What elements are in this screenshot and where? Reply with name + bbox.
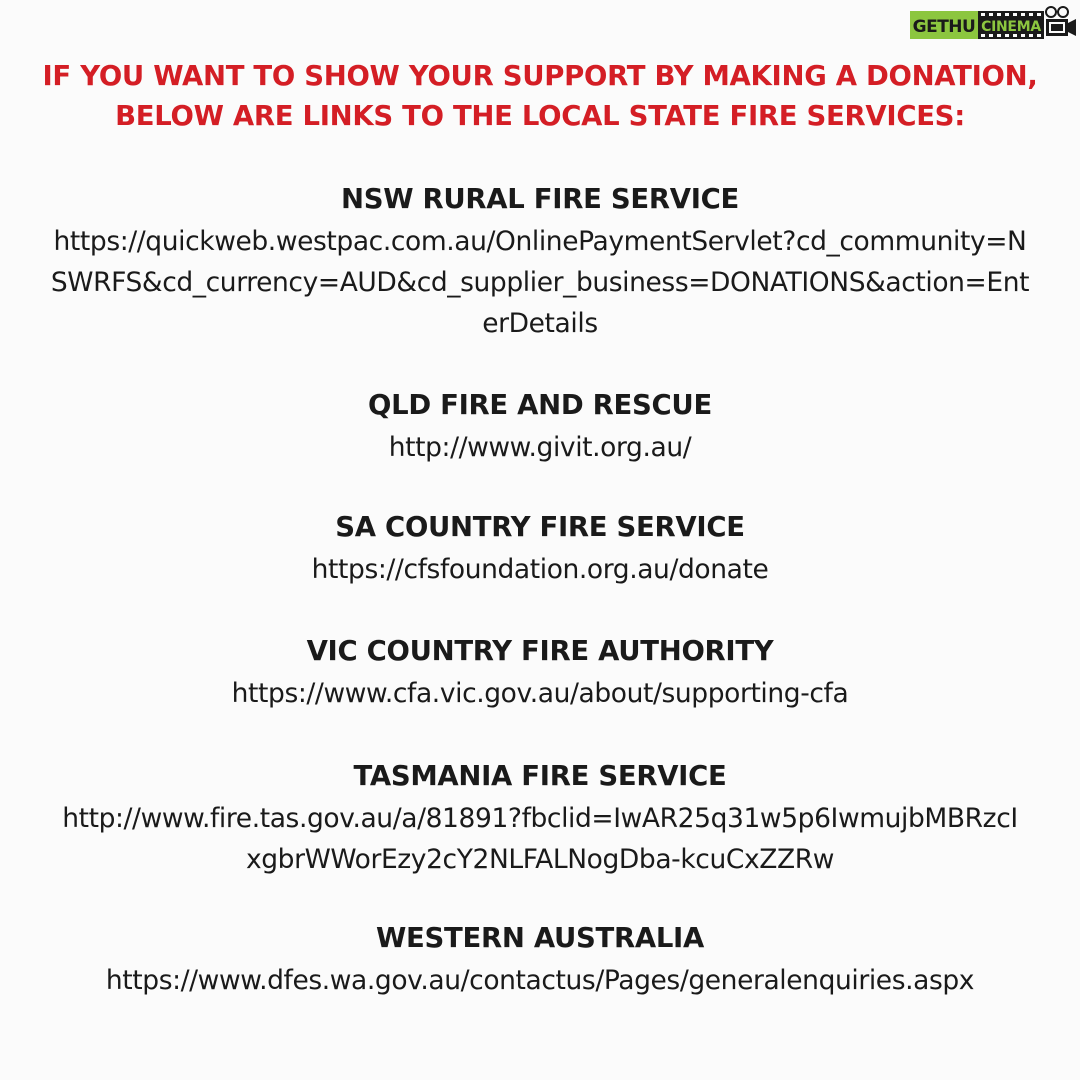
- donation-link[interactable]: http://www.fire.tas.gov.au/a/81891?fbclid=IwAR25q31w5p6IwmujbMBRzcIxgbrWWorEzy2cY2NLFALNogDba-kcuCxZZRw: [62, 803, 1018, 875]
- service-tasmania-fire: [40, 756, 1040, 880]
- service-name: VIC COUNTRY FIRE AUTHORITY: [306, 635, 774, 667]
- service-western-australia: [40, 918, 1040, 1001]
- service-qld-fire-rescue: [40, 385, 1040, 468]
- service-name: TASMANIA FIRE SERVICE: [353, 760, 727, 792]
- donation-link[interactable]: https://www.cfa.vic.gov.au/about/supporting-cfa: [231, 678, 849, 709]
- headline-line-1: IF YOU WANT TO SHOW YOUR SUPPORT BY MAKING A DONATION,: [42, 60, 1038, 92]
- service-nsw-rural-fire: [40, 179, 1040, 344]
- donation-link[interactable]: http://www.givit.org.au/: [388, 432, 692, 463]
- service-name: NSW RURAL FIRE SERVICE: [341, 183, 739, 215]
- logo-text-gethu: GETHU: [912, 17, 976, 37]
- logo-text-cinema: CINEMA: [981, 19, 1041, 35]
- donation-link[interactable]: https://cfsfoundation.org.au/donate: [311, 554, 769, 585]
- service-vic-country-fire-authority: [40, 631, 1040, 714]
- donation-headline: [0, 56, 1080, 136]
- service-sa-country-fire: [40, 507, 1040, 590]
- donation-link[interactable]: https://quickweb.westpac.com.au/OnlinePaymentServlet?cd_community=NSWRFS&cd_currency=AUD&cd_supplier_business=DONATIONS&action=EnterDetails: [50, 226, 1030, 339]
- donation-link[interactable]: https://www.dfes.wa.gov.au/contactus/Pages/generalenquiries.aspx: [105, 965, 975, 996]
- gethu-cinema-logo: [910, 4, 1076, 46]
- service-name: WESTERN AUSTRALIA: [376, 922, 704, 954]
- film-camera-icon: [1046, 7, 1076, 36]
- headline-line-2: BELOW ARE LINKS TO THE LOCAL STATE FIRE SERVICES:: [115, 100, 965, 132]
- service-name: QLD FIRE AND RESCUE: [368, 389, 712, 421]
- service-name: SA COUNTRY FIRE SERVICE: [335, 511, 745, 543]
